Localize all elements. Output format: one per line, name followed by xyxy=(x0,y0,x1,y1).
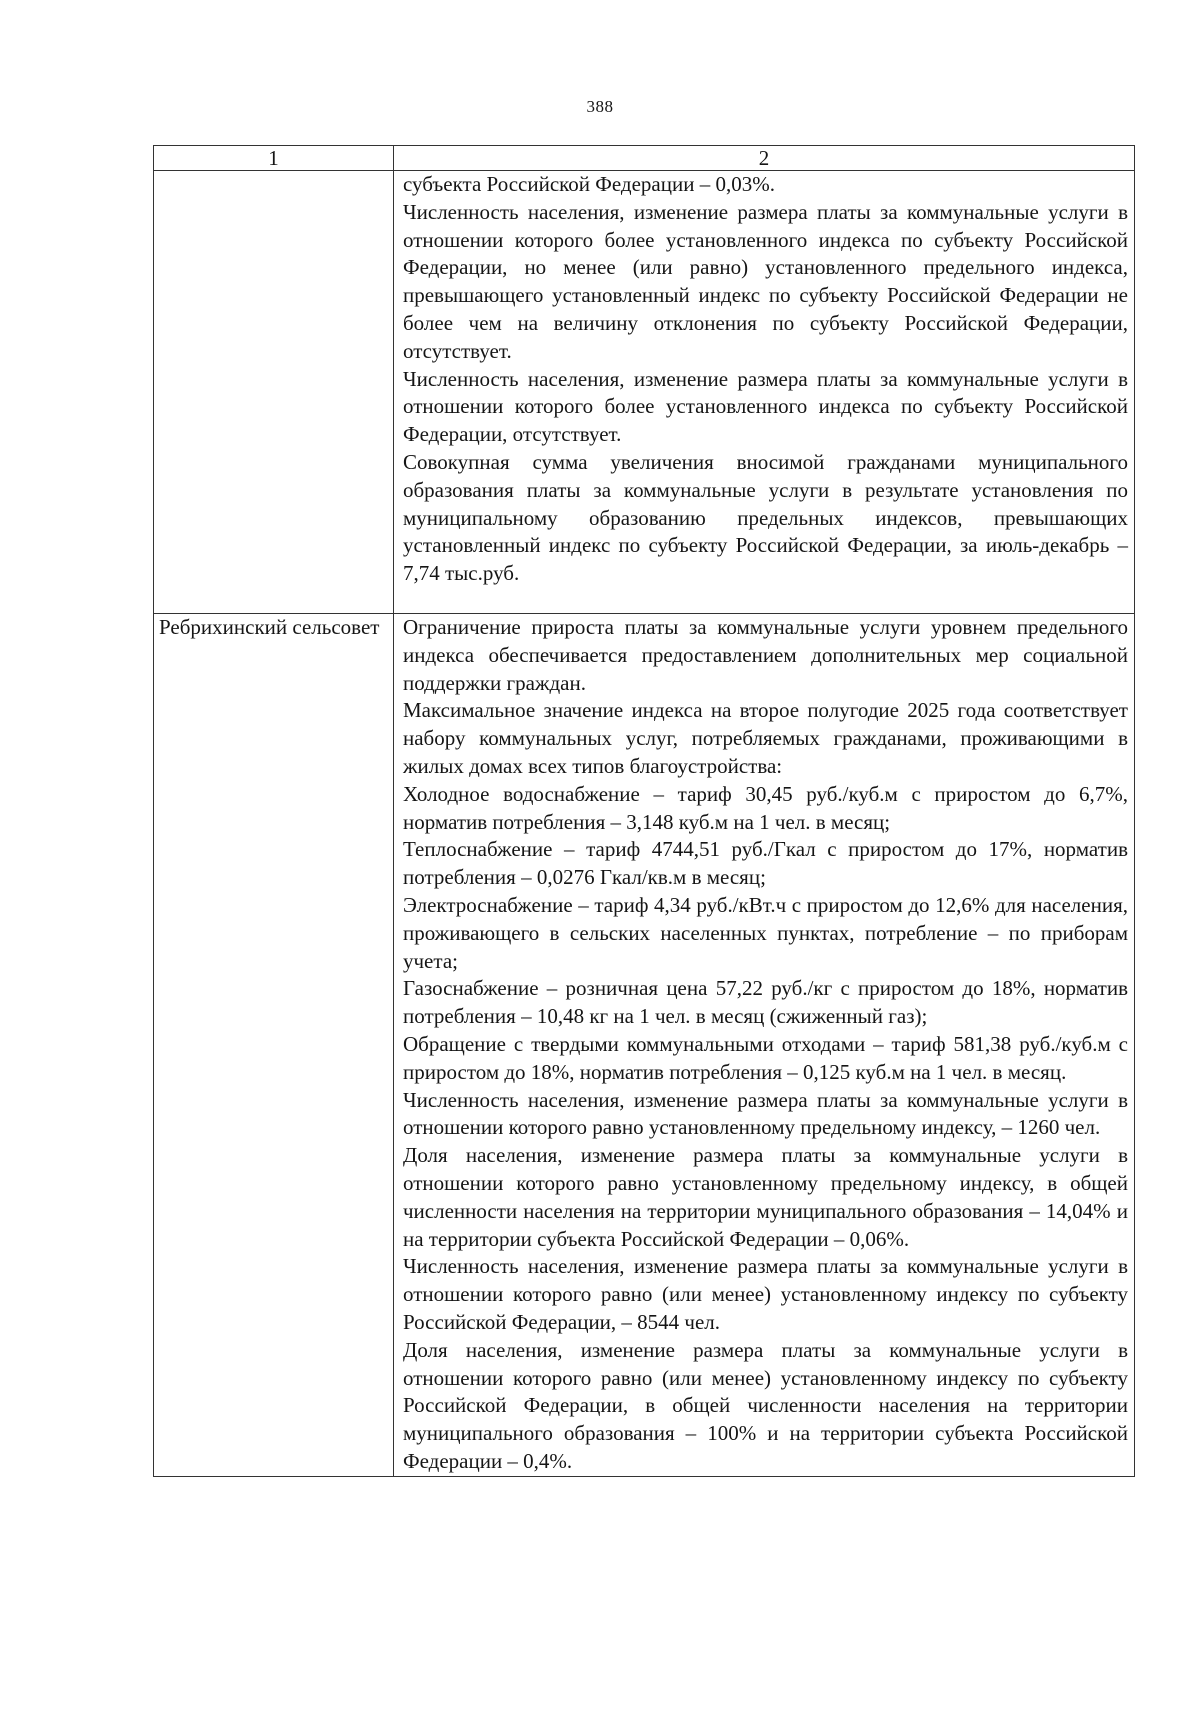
table-row xyxy=(154,171,1135,614)
page-number: 388 xyxy=(586,97,614,116)
column-header-1: 1 xyxy=(154,146,394,171)
description-cell xyxy=(394,171,1135,614)
paragraph: Численность населения, изменение размера платы за коммунальные услуги в отношении которого более установленного индекса по субъекту Российской Федерации, но менее (или равно) установленного предельного индекса, превышающего установленный индекс по субъекту Российской Федерации не более чем на величину отклонения по субъекту Российской Федерации, отсутствует. xyxy=(403,199,1128,363)
paragraph: Максимальное значение индекса на второе полугодие 2025 года соответствует набору коммунальных услуг, потребляемых гражданами, проживающими в жилых домах всех типов благоустройства: xyxy=(403,698,1128,778)
column-header-2: 2 xyxy=(394,146,1135,171)
paragraph: Электроснабжение – тариф 4,34 руб./кВт.ч с приростом до 12,6% для населения, проживающего в сельских населенных пунктах, потребление – по приборам учета; xyxy=(403,892,1128,973)
municipality-name-cell: Ребрихинский сельсовет xyxy=(154,614,394,1477)
paragraph: Ограничение прироста платы за коммунальные услуги уровнем предельного индекса обеспечивается предоставлением дополнительных мер социальной поддержки граждан. xyxy=(403,615,1128,695)
table-row xyxy=(154,614,1135,1477)
paragraph: Газоснабжение – розничная цена 57,22 руб./кг с приростом до 18%, норматив потребления – 10,48 кг на 1 чел. в месяц (сжиженный газ); xyxy=(403,976,1128,1029)
paragraph: субъекта Российской Федерации – 0,03%. xyxy=(403,172,775,196)
paragraph: Численность населения, изменение размера платы за коммунальные услуги в отношении которого более установленного индекса по субъекту Российской Федерации, отсутствует. xyxy=(403,366,1128,447)
paragraph: Теплоснабжение – тариф 4744,51 руб./Гкал с приростом до 17%, норматив потребления – 0,0276 Гкал/кв.м в месяц; xyxy=(403,837,1128,890)
paragraph: Численность населения, изменение размера платы за коммунальные услуги в отношении которого равно (или менее) установленному индексу по субъекту Российской Федерации, – 8544 чел. xyxy=(403,1254,1128,1334)
data-table xyxy=(153,145,1135,1477)
table-header-row xyxy=(154,146,1135,171)
paragraph: Численность населения, изменение размера платы за коммунальные услуги в отношении которого равно установленному предельному индексу, – 1260 чел. xyxy=(403,1087,1128,1140)
municipality-name-cell xyxy=(154,171,394,614)
paragraph: Доля населения, изменение размера платы за коммунальные услуги в отношении которого равно (или менее) установленному индексу по субъекту Российской Федерации, в общей численности населения на территории муниципального образования – 100% и на территории субъекта Российской Федерации – 0,4%. xyxy=(403,1337,1128,1473)
paragraph: Холодное водоснабжение – тариф 30,45 руб./куб.м с приростом до 6,7%, норматив потребления – 3,148 куб.м на 1 чел. в месяц; xyxy=(403,781,1128,834)
paragraph: Доля населения, изменение размера платы за коммунальные услуги в отношении которого равно установленному предельному индексу, в общей численности населения на территории муниципального образования – 14,04% и на территории субъекта Российской Федерации – 0,06%. xyxy=(403,1143,1128,1251)
description-cell xyxy=(394,614,1135,1477)
paragraph: Совокупная сумма увеличения вносимой гражданами муниципального образования платы за коммунальные услуги в результате установления по муниципальному образованию предельных индексов, превышающих установленный индекс по субъекту Российской Федерации, за июль-декабрь – 7,74 тыс.руб. xyxy=(403,449,1128,586)
paragraph: Обращение с твердыми коммунальными отходами – тариф 581,38 руб./куб.м с приростом до 18%, норматив потребления – 0,125 куб.м на 1 чел. в месяц. xyxy=(403,1031,1128,1084)
